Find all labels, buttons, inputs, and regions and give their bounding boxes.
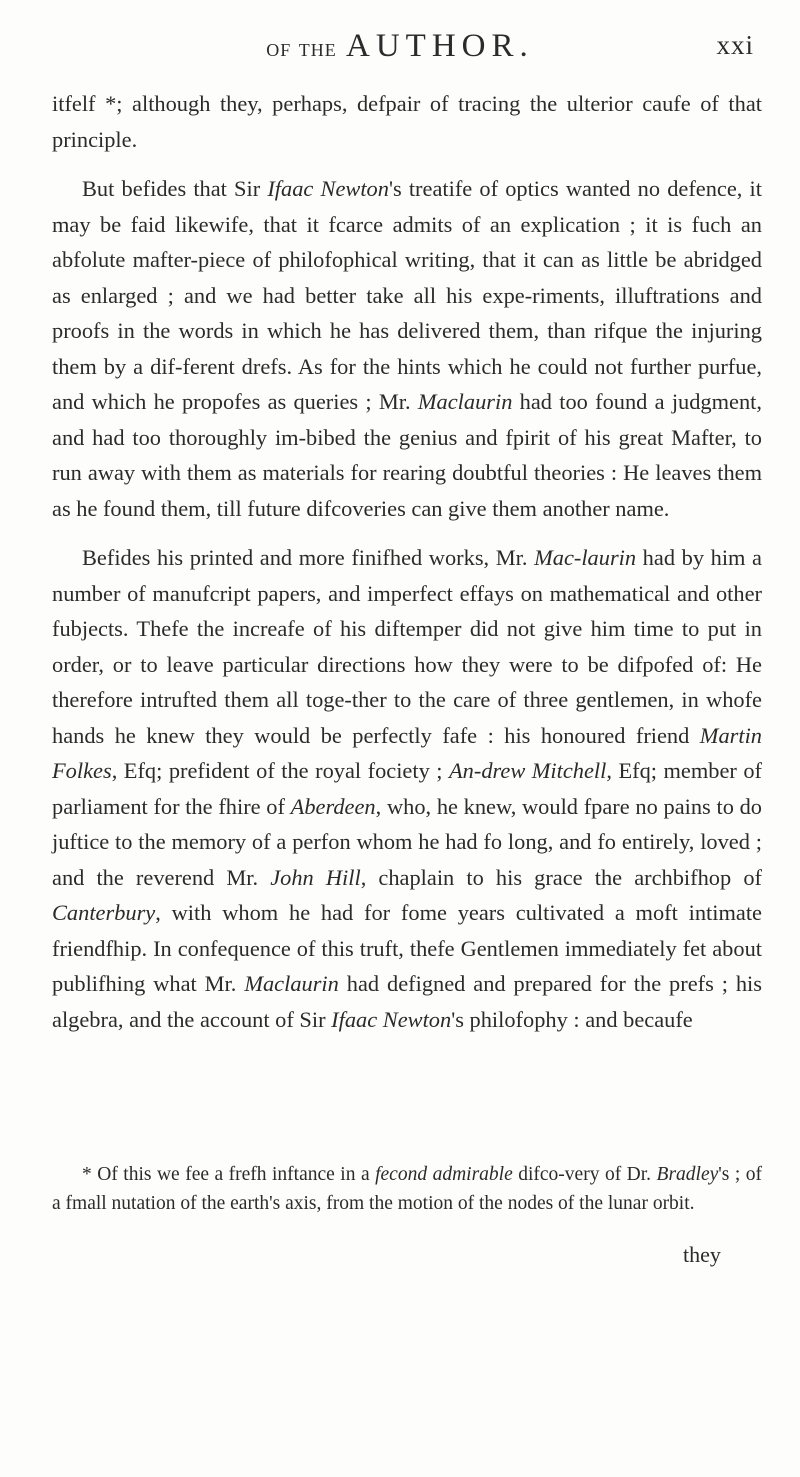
italic-text: Ifaac Newton <box>267 176 389 201</box>
italic-text: Mac-laurin <box>534 545 637 570</box>
text-run: itfelf *; although they, perhaps, defpair of tracing the ulterior caufe of that principle. <box>52 91 762 152</box>
italic-text: Canterbury <box>52 900 156 925</box>
running-head-title <box>40 28 760 65</box>
running-head <box>40 28 760 78</box>
footnote <box>52 1160 762 1218</box>
text-run: , who, he knew, would fpare no pains to do juftice to the memory of a perfon whom he had fo long, and fo entirely, loved ; and the reverend Mr. <box>52 793 762 890</box>
text-run: , with whom he had for fome years cultivated a moft intimate friendfhip. In confequence of this truft, thefe Gentlemen immediately fet about publifhing what Mr. <box>52 900 762 996</box>
italic-text: Martin Folkes <box>52 722 762 783</box>
text-run: had too found a judgment, and had too thoroughly im-bibed the genius and fpirit of his great Mafter, to run away with them as materials for rearing doubtful theories : He leaves them as he found them, till future difcoveries can give them another name. <box>52 389 762 521</box>
running-head-prefix: of the <box>266 33 337 62</box>
italic-text: Ifaac Newton <box>331 1006 452 1032</box>
text-run: 's treatife of optics wanted no defence, it may be faid likewife, that it fcarce admits of an explication ; it is fuch an abfolute mafter-piece of philofophical writing, that it can as little be abridged as enlarged ; and we had better take all his expe-riments, illuftrations and proofs in the words in which he has delivered them, than rifque the injuring them by a dif-ferent drefs. As for the hints which he could not further purfue, and which he propofes as queries ; Mr. <box>52 176 762 414</box>
italic-text: John Hill <box>270 864 361 890</box>
italic-text: fecond admirable <box>375 1164 513 1185</box>
text-run: had defigned and prepared for the prefs ; his algebra, and the account of Sir <box>52 971 762 1032</box>
paragraph-2 <box>52 171 762 526</box>
text-run: But befides that Sir <box>82 176 268 201</box>
text-run: had by him a number of manufcript papers, and imperfect effays on mathematical and other fubjects. Thefe the increafe of his diftemper did not give him time to put in order, or to leave particular directions how they were to be difpofed of: He therefore intrufted them all toge-ther to the care of three gentlemen, in whofe hands he knew they would be perfectly fafe : his honoured friend <box>52 545 763 748</box>
italic-text: Maclaurin <box>244 971 339 996</box>
paragraph-3 <box>52 540 762 1037</box>
catchword: they <box>683 1242 721 1267</box>
text-run: 's ; of a fmall nutation of the earth's axis, from the motion of the nodes of the lunar orbit. <box>52 1164 763 1214</box>
text-run: , Efq; prefident of the royal fociety ; <box>111 758 449 783</box>
page-number: xxi <box>716 30 754 60</box>
running-head-caps: AUTHOR. <box>346 28 534 64</box>
body-text <box>52 86 762 1037</box>
text-run: difco-very of Dr. <box>512 1164 657 1185</box>
paragraph-1 <box>52 86 762 157</box>
text-run: 's philofophy : and becaufe <box>451 1006 693 1032</box>
text-run: , Efq; member of parliament for the fhire of <box>52 758 763 819</box>
italic-text: Maclaurin <box>417 389 513 414</box>
italic-text: Bradley <box>656 1164 719 1185</box>
italic-text: Aberdeen <box>290 793 376 819</box>
text-run: , chaplain to his grace the archbifhop of <box>360 864 762 890</box>
text-run: * Of this we fee a frefh inftance in a <box>82 1164 376 1185</box>
italic-text: An-drew Mitchell <box>448 758 607 783</box>
text-run: Befides his printed and more finifhed works, Mr. <box>82 545 535 570</box>
